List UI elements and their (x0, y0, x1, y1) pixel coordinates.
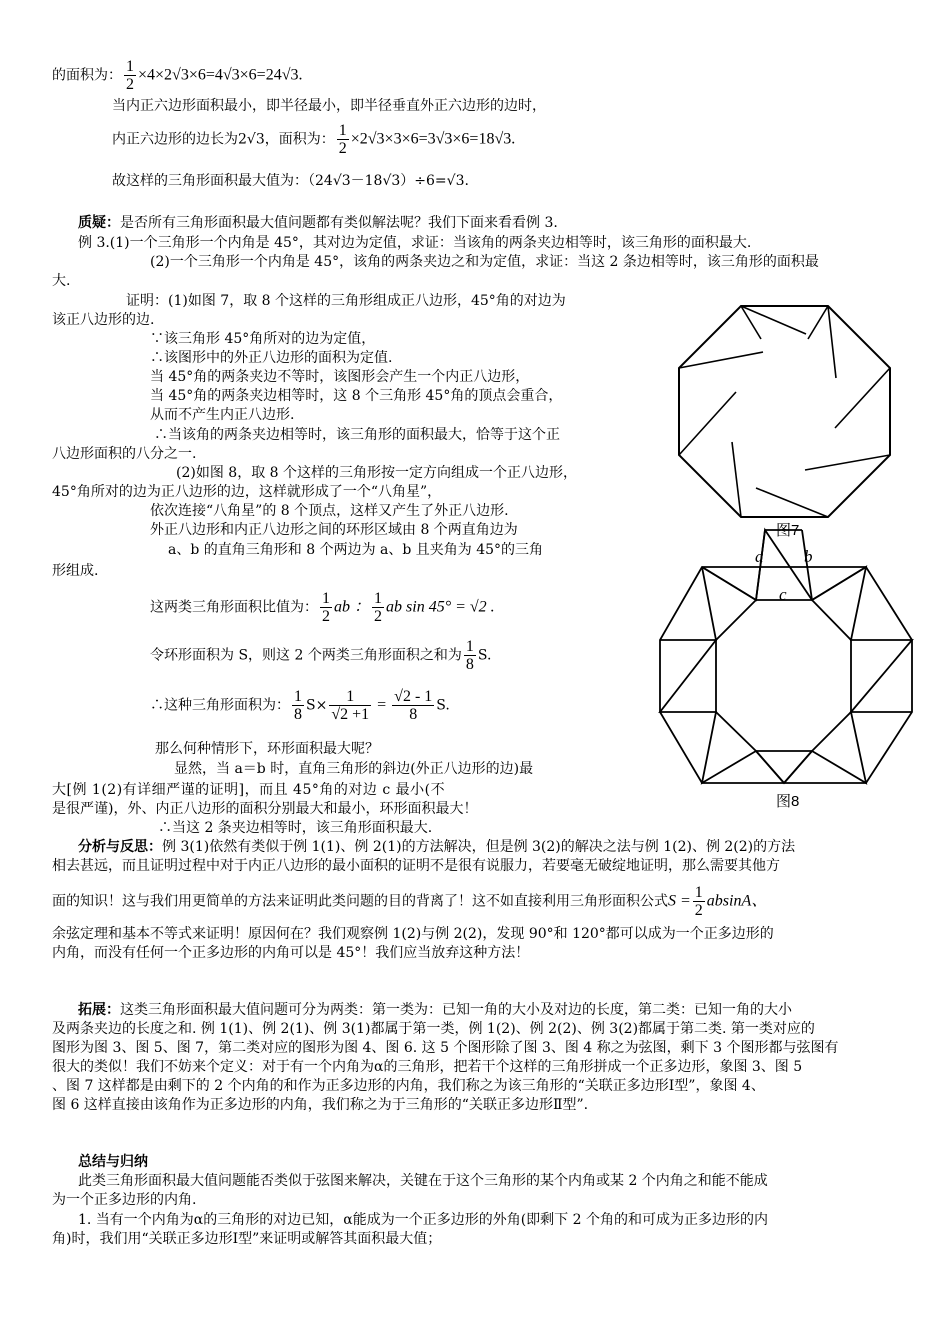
proof-line: a、b 的直角三角形和 8 个两边为 a、b 且夹角为 45°的三角 (168, 542, 544, 558)
label-c: c (779, 585, 787, 604)
question-paragraph: 质疑：是否所有三角形面积最大值问题都有类似解法呢？我们下面来看看例 3. (78, 215, 558, 231)
analysis-line-1: 分析与反思：例 3(1)依然有类似于例 1(1)、例 2(1)的方法解决，但是例 3(2)的解决之法与例 1(2)、例 2(2)的方法 (78, 839, 796, 855)
proof-line: ∴当该角的两条夹边相等时，该三角形的面积最大，恰等于这个正 (154, 427, 560, 443)
summary-heading: 总结与归纳 (78, 1154, 148, 1170)
proof-line: 从而不产生内正八边形. (150, 407, 295, 423)
analysis-formula-line: 面的知识！这与我们用更简单的方法来证明此类问题的目的背离了！这不如直接利用三角形面积公式S = $\frac{1}{2}$ absinA、 (52, 884, 768, 919)
extension-line: 及两条夹边的长度之和. 例 1(1)、例 2(1)、例 3(1)都属于第一类，例 1(2)、例 2(2)、例 3(2)都属于第二类. 第一类对应的 (52, 1021, 815, 1037)
text-line: 当内正六边形面积最小，即半径最小，即半径垂直外正六边形的边时， (112, 98, 546, 114)
proof-line: 证明：(1)如图 7，取 8 个这样的三角形组成正八边形，45°角的对边为 (126, 293, 566, 309)
ring-area-line: 令环形面积为 S，则这 2 个两类三角形面积之和为 $\frac{1}{8}$ S. (150, 638, 492, 673)
proof-line: 当 45°角的两条夹边相等时，这 8 个三角形 45°角的顶点会重合， (150, 388, 563, 404)
extension-line-1: 拓展：这类三角形面积最大值问题可分为两类：第一类为：已知一角的大小及对边的长度，第二类：已知一角的大小 (78, 1002, 792, 1018)
analysis-line: 相去甚远，而且证明过程中对于内正八边形的最小面积的证明不是很有说服力，若要毫无破绽地证明，那么需要其他方 (52, 858, 780, 874)
summary-line: 1. 当有一个内角为α的三角形的对边已知，α能成为一个正多边形的外角(即剩下 2 个角的和可成为正多边形的内 (78, 1212, 768, 1228)
fraction-half: $\frac{1}{2}$ (338, 122, 347, 157)
proof-line: 那么何种情形下，环形面积最大呢？ (155, 741, 379, 757)
example-3-part-2: (2)一个三角形一个内角是 45°，该角的两条夹边之和为定值，求证：当这 2 条边相等时，该三角形的面积最 (150, 254, 819, 270)
extension-line: 、图 7 这样都是由剩下的 2 个内角的和作为正多边形的内角，我们称之为该三角形的“关联正多边形Ⅰ型”，象图 4、 (52, 1078, 765, 1094)
proof-line: 八边形面积的八分之一. (52, 446, 197, 462)
figure-7-caption: 图7 (776, 522, 800, 539)
ratio-line: 这两类三角形面积比值为： $\frac{1}{2}$ ab ： $\frac{1}{2}$ ab sin 45° = √2 . (150, 590, 495, 625)
proof-line: 45°角所对的边为正八边形的边，这样就形成了一个“八角星”， (52, 484, 442, 500)
analysis-line: 内角，而没有任何一个正多边形的内角可以是 45°！我们应当放弃这种方法！ (52, 945, 530, 961)
proof-line: 形组成. (52, 563, 99, 579)
triangle-area-line: ∴这种三角形面积为： $\frac{1}{8}$ S× $\frac{1}{√2 +1}$ = $\frac{√2 - 1}{8}$ S. (150, 688, 450, 723)
proof-line: 依次连接“八角星”的 8 个顶点，这样又产生了外正八边形. (150, 503, 509, 519)
extension-line: 图形为图 3、图 5、图 7，第二类对应的图形为图 4、图 6. 这 5 个图形除了图 3、图 4 称之为弦图，剩下 3 个图形都与弦图有 (52, 1040, 839, 1056)
proof-line: ∴该图形中的外正八边形的面积为定值. (150, 350, 393, 366)
text-line: 大. (52, 273, 71, 289)
summary-line: 此类三角形面积最大值问题能否类似于弦图来解决，关键在于这个三角形的某个内角或某 2 个内角之和能不能成 (78, 1173, 768, 1189)
fraction-half: $\frac{1}{2}$ (126, 58, 134, 93)
proof-line: 该正八边形的边. (52, 312, 155, 328)
proof-line: 大[例 1(2)有详细严谨的证明]，而且 45°角的对边 c 最小(不 (52, 782, 446, 798)
label-b: b (804, 547, 813, 566)
summary-line: 角)时，我们用“关联正多边形Ⅰ型”来证明或解答其面积最大值； (52, 1231, 442, 1247)
analysis-line: 余弦定理和基本不等式来证明！原因何在？我们观察例 1(2)与例 2(2)，发现 90°和 120°都可以成为一个正多边形的 (52, 926, 774, 942)
example-3-part-1: 例 3.(1)一个三角形一个内角是 45°，其对边为定值，求证：当该角的两条夹边相等时，该三角形的面积最大. (78, 235, 752, 251)
extension-line: 图 6 这样直接由该角作为正多边形的内角，我们称之为于三角形的“关联正多边形Ⅱ型”. (52, 1097, 589, 1113)
text-line: 故这样的三角形面积最大值为：（24√3－18√3）÷6=√3. (112, 173, 469, 189)
proof-line: 外正八边形和内正八边形之间的环形区域由 8 个两直角边为 (150, 522, 518, 538)
extension-line: 很大的类似！我们不妨来个定义：对于有一个内角为α的三角形，把若干个这样的三角形拼成一个正多边形，象图 3、图 5 (52, 1059, 803, 1075)
proof-line: (2)如图 8，取 8 个这样的三角形按一定方向组成一个正八边形， (176, 465, 577, 481)
proof-line: 是很严谨)，外、内正八边形的面积分别最大和最小，环形面积最大！ (52, 801, 478, 817)
proof-line: 当 45°角的两条夹边不等时，该图形会产生一个内正八边形， (150, 369, 530, 385)
label-a: a (755, 547, 764, 566)
area-line-2: 内正六边形的边长为2√3，面积为： $\frac{1}{2}$ ×2√3×3×6=3√3×6=18√3. (112, 122, 516, 157)
figure-8-caption: 图8 (776, 793, 800, 810)
area-line-1: 的面积为： $\frac{1}{2}$ ×4×2√3×6=4√3×6=24√3. (52, 58, 303, 93)
summary-line: 为一个正多边形的内角. (52, 1192, 197, 1208)
proof-line: ∵该三角形 45°角所对的边为定值， (150, 331, 376, 347)
proof-line: ∴当这 2 条夹边相等时，该三角形面积最大. (158, 820, 433, 836)
proof-line: 显然，当 a＝b 时，直角三角形的斜边(外正八边形的边)最 (174, 761, 534, 777)
